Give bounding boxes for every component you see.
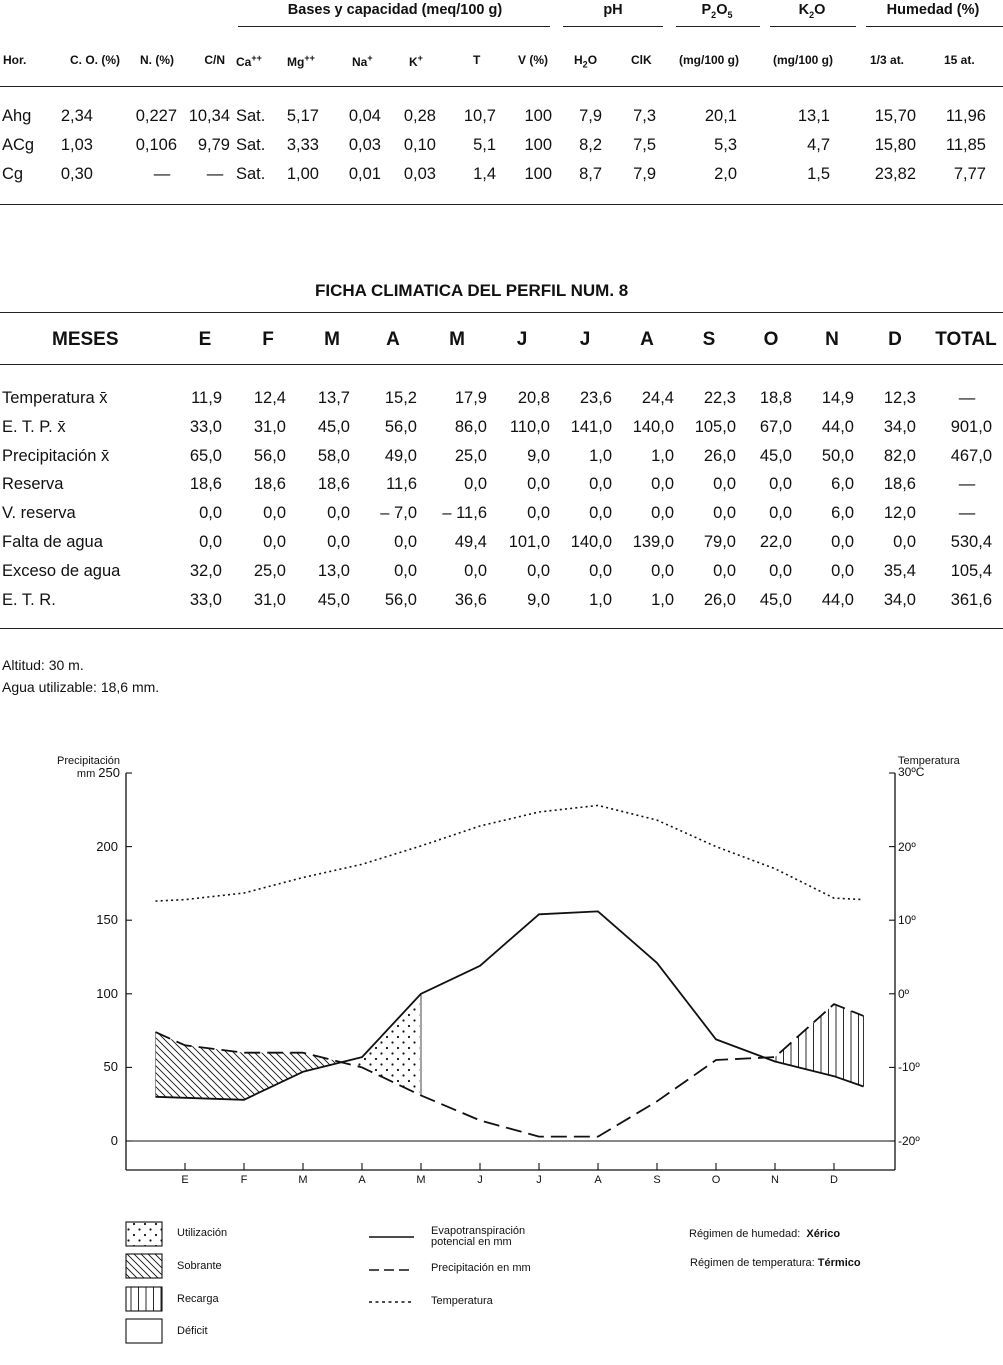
col-co: C. O. (%)	[70, 53, 120, 67]
col-ca: Ca++	[236, 53, 262, 69]
climate-cell: 26,0	[703, 590, 736, 609]
month-header: D	[888, 329, 902, 350]
climate-cell: 0,0	[589, 475, 612, 494]
region-sobrante	[156, 1032, 346, 1100]
left-tick-label: 200	[96, 838, 118, 854]
variable-label: Temperatura x̄	[2, 389, 108, 407]
month-header: J	[579, 329, 591, 350]
col-n: N. (%)	[140, 53, 174, 67]
soil-cell: 11,96	[945, 107, 986, 125]
climate-cell: 22,0	[759, 533, 792, 551]
regimen-humedad: Régimen de humedad: Xérico	[689, 1228, 841, 1240]
col-h2o: $H_2O$	[574, 53, 598, 70]
soil-cell: Sat.	[236, 136, 266, 154]
month-label: N	[771, 1174, 779, 1186]
month-label: J	[536, 1174, 542, 1186]
climate-cell: 56,0	[384, 417, 417, 436]
soil-cell: 2,0	[714, 165, 737, 183]
climate-cell: 110,0	[509, 417, 550, 436]
col-k2o-unit: (mg/100 g)	[773, 53, 834, 67]
soil-cell: 10,7	[463, 107, 496, 125]
climate-cell: —	[958, 389, 976, 407]
month-label: F	[240, 1174, 248, 1186]
climate-cell: 56,0	[384, 590, 417, 609]
soil-cell: 7,5	[633, 136, 656, 154]
climate-cell: 9,0	[527, 446, 550, 465]
soil-cell: 2,34	[60, 107, 93, 125]
climate-cell: 0,0	[769, 561, 792, 580]
climate-cell: 45,0	[759, 446, 792, 465]
left-tick-label: 100	[96, 985, 118, 1001]
month-label: J	[477, 1174, 483, 1186]
series-dashed-line	[156, 1004, 864, 1137]
climate-cell: 0,0	[769, 475, 792, 494]
climate-cell: 1,0	[651, 446, 674, 465]
month-label: A	[594, 1174, 602, 1186]
horizon-label: ACg	[2, 136, 35, 154]
soil-cell: 1,03	[60, 136, 93, 154]
climate-cell: —	[958, 504, 976, 523]
climate-cell: 6,0	[831, 504, 854, 523]
climate-cell: 18,8	[759, 389, 792, 407]
soil-cell: 7,9	[633, 165, 656, 183]
soil-cell: 7,77	[953, 165, 986, 183]
soil-cell: Sat.	[236, 107, 266, 125]
climate-cell: 1,0	[651, 590, 674, 609]
soil-cell: 11,85	[945, 136, 986, 154]
climate-cell: 141,0	[570, 417, 612, 436]
climate-cell: 67,0	[759, 417, 792, 436]
divider	[0, 86, 1003, 87]
soil-cell: 1,4	[473, 165, 496, 183]
climate-cell: 140,0	[632, 417, 674, 436]
climate-cell: 140,0	[570, 533, 612, 551]
left-tick-label: 150	[96, 912, 118, 928]
divider	[0, 204, 1003, 205]
group-header-bases: Bases y capacidad (meq/100 g)	[287, 2, 503, 18]
month-header: J	[516, 329, 528, 350]
month-header: A	[640, 329, 654, 350]
soil-cell: 4,7	[807, 136, 830, 154]
climate-cell: 49,0	[384, 446, 417, 465]
legend-swatch-utilizacion	[126, 1222, 162, 1246]
climate-cell: 45,0	[317, 590, 350, 609]
climate-cell: 11,9	[191, 389, 222, 407]
climate-cell: 20,8	[517, 389, 550, 407]
climate-cell: 101,0	[508, 533, 550, 551]
month-label: M	[416, 1174, 426, 1186]
climate-cell: 17,9	[454, 389, 487, 407]
soil-cell: 7,3	[633, 107, 656, 125]
left-tick-label: 0	[110, 1133, 118, 1148]
climate-cell: 0,0	[464, 475, 487, 494]
climate-cell: 0,0	[527, 561, 550, 580]
legend-swatch-deficit	[126, 1319, 162, 1343]
climate-cell: 49,4	[454, 533, 487, 551]
soil-cell: 1,00	[286, 165, 319, 183]
agua-utilizable-note: Agua utilizable: 18,6 mm.	[2, 679, 160, 695]
legend-sobrante: Sobrante	[177, 1260, 222, 1272]
soil-cell: 23,82	[874, 165, 916, 183]
col-mg: Mg++	[287, 53, 315, 69]
month-header: S	[702, 329, 716, 350]
climate-cell: 105,4	[950, 561, 992, 580]
divider	[238, 26, 550, 27]
climate-cell: 36,6	[454, 590, 487, 609]
legend-swatch-recarga	[126, 1287, 162, 1311]
soil-cell: 5,17	[286, 107, 319, 125]
month-label: M	[298, 1174, 308, 1186]
climate-cell: 1,0	[589, 590, 612, 609]
soil-cell: —	[153, 165, 171, 183]
month-label: D	[830, 1174, 838, 1186]
climate-cell: 34,0	[883, 590, 916, 609]
month-header: M	[324, 329, 340, 350]
group-header-p2o5: $P_2O_5$	[701, 2, 733, 20]
legend-deficit: Déficit	[177, 1325, 208, 1337]
climate-cell: 26,0	[703, 446, 736, 465]
climate-cell: 467,0	[950, 446, 992, 465]
climate-cell: 86,0	[454, 417, 487, 436]
climate-cell: 24,4	[641, 389, 674, 407]
climate-cell: 0,0	[263, 504, 286, 523]
climate-cell: 530,4	[950, 533, 992, 551]
month-label: O	[711, 1174, 721, 1186]
soil-cell: 20,1	[704, 107, 737, 125]
group-header-humedad: Humedad (%)	[886, 2, 980, 18]
climate-cell: 45,0	[759, 590, 792, 609]
series-dotted-line	[156, 805, 864, 901]
climate-cell: 0,0	[394, 561, 417, 580]
horizon-label: Ahg	[2, 107, 32, 125]
climate-cell: 33,0	[189, 417, 222, 436]
col-clk: ClK	[631, 53, 652, 67]
soil-cell: 10,34	[188, 107, 230, 125]
climate-cell: 139,0	[632, 533, 674, 551]
soil-cell: 0,01	[348, 165, 381, 183]
soil-cell: 0,227	[135, 107, 177, 125]
legend-utilizacion: Utilización	[177, 1227, 228, 1239]
climate-cell: 105,0	[694, 417, 736, 436]
climate-cell: 79,0	[703, 533, 736, 551]
climate-cell: 0,0	[327, 533, 350, 551]
right-tick-label: 30ºC	[898, 765, 925, 779]
climate-cell: – 7,0	[380, 504, 417, 523]
col-hor: Hor.	[3, 53, 27, 67]
climate-cell: 0,0	[651, 475, 674, 494]
climate-cell: 25,0	[454, 446, 487, 465]
legend-recarga: Recarga	[177, 1293, 219, 1305]
climate-cell: 14,9	[821, 389, 854, 407]
legend-temperatura: Temperatura	[431, 1295, 493, 1307]
right-axis-label: Temperatura	[898, 755, 960, 767]
climate-cell: 901,0	[950, 417, 992, 436]
left-axis-title	[20, 756, 120, 780]
right-tick-label: 0º	[898, 986, 910, 1001]
climate-cell: 22,3	[703, 389, 736, 407]
climate-cell: —	[958, 475, 976, 494]
climate-cell: 0,0	[769, 504, 792, 523]
soil-cell: 0,03	[348, 136, 381, 154]
right-tick-label: 20º	[898, 839, 916, 854]
climate-cell: 15,2	[384, 389, 417, 407]
climate-cell: 0,0	[651, 561, 674, 580]
soil-cell: 3,33	[286, 136, 319, 154]
soil-cell: 0,30	[60, 165, 93, 183]
divider	[866, 26, 1003, 27]
climate-cell: 12,3	[883, 389, 916, 407]
soil-cell: 0,03	[403, 165, 436, 183]
divider	[0, 364, 1003, 365]
month-label: A	[358, 1174, 366, 1186]
climate-cell: 11,6	[386, 475, 417, 494]
soil-cell: 7,9	[579, 107, 602, 125]
climate-cell: 12,0	[883, 504, 916, 523]
month-header: A	[386, 329, 400, 350]
region-recarga	[757, 1005, 863, 1087]
month-label: E	[181, 1174, 189, 1186]
horizon-label: Cg	[2, 165, 24, 183]
left-tick-label: 50	[103, 1059, 118, 1075]
climate-cell: 0,0	[893, 533, 916, 551]
group-header-ph: pH	[603, 2, 623, 18]
variable-label: Exceso de agua	[2, 561, 121, 580]
altitud-note: Altitud: 30 m.	[2, 657, 84, 673]
climate-cell: 23,6	[579, 389, 612, 407]
climate-cell: 33,0	[189, 590, 222, 609]
soil-cell: Sat.	[236, 165, 266, 183]
month-header: O	[763, 329, 779, 350]
climate-cell: 32,0	[189, 561, 222, 580]
climate-cell: 13,7	[317, 389, 350, 407]
climate-cell: 35,4	[883, 561, 916, 580]
climate-title: FICHA CLIMATICA DEL PERFIL NUM. 8	[315, 281, 629, 300]
climate-cell: 44,0	[821, 590, 854, 609]
soil-cell: 0,28	[403, 107, 436, 125]
soil-cell: 1,5	[807, 165, 830, 183]
climate-cell: 0,0	[263, 533, 286, 551]
climate-cell: 18,6	[883, 475, 916, 494]
divider	[563, 26, 663, 27]
climate-cell: 0,0	[199, 504, 222, 523]
variable-label: Precipitación x̄	[2, 446, 110, 465]
climate-cell: 9,0	[527, 590, 550, 609]
region-utilizacion	[347, 996, 419, 1095]
climate-cell: 25,0	[253, 561, 286, 580]
climate-cell: 0,0	[394, 533, 417, 551]
right-axis-title	[898, 756, 960, 778]
climate-cell: 0,0	[831, 561, 854, 580]
climate-cell: 0,0	[713, 504, 736, 523]
soil-cell: —	[206, 165, 224, 183]
climate-cell: 0,0	[199, 533, 222, 551]
climate-cell: 6,0	[831, 475, 854, 494]
col-k: K+	[409, 53, 423, 69]
climate-cell: 361,6	[950, 590, 992, 609]
month-header: TOTAL	[935, 329, 997, 350]
climate-cell: 0,0	[831, 533, 854, 551]
right-tick-label: -10º	[898, 1060, 920, 1075]
divider	[0, 628, 1003, 629]
climate-cell: 1,0	[589, 446, 612, 465]
climate-cell: 58,0	[317, 446, 350, 465]
soil-cell: 100	[524, 165, 552, 183]
divider	[0, 312, 1003, 313]
soil-cell: 8,2	[579, 136, 602, 154]
climate-cell: 0,0	[589, 561, 612, 580]
month-header: N	[825, 329, 839, 350]
climate-cell: 31,0	[253, 417, 286, 436]
climate-cell: 0,0	[527, 504, 550, 523]
month-header: M	[449, 329, 465, 350]
left-tick-label: 250	[98, 765, 120, 780]
soil-cell: 9,79	[197, 136, 230, 154]
climate-cell: 0,0	[527, 475, 550, 494]
variable-label: Falta de agua	[2, 533, 103, 551]
divider	[676, 26, 760, 27]
legend-etp: Evapotranspiración potencial en mm	[431, 1225, 526, 1248]
climate-cell: 0,0	[589, 504, 612, 523]
climate-cell: 56,0	[253, 446, 286, 465]
col-cn: C/N	[204, 53, 225, 67]
legend-swatch-sobrante	[126, 1254, 162, 1278]
right-tick-label: 10º	[898, 913, 916, 928]
col-v: V (%)	[518, 53, 548, 67]
soil-cell: 5,3	[714, 136, 737, 154]
soil-cell: 15,70	[874, 107, 916, 125]
climate-cell: 18,6	[253, 475, 286, 494]
variable-label: E. T. P. x̄	[2, 417, 66, 436]
variable-label: V. reserva	[2, 504, 76, 523]
climate-cell: 0,0	[327, 504, 350, 523]
climate-cell: 0,0	[651, 504, 674, 523]
col-t: T	[473, 53, 481, 67]
soil-cell: 0,10	[403, 136, 436, 154]
soil-cell: 8,7	[579, 165, 602, 183]
climate-cell: 44,0	[821, 417, 854, 436]
series-solid-line	[156, 911, 864, 1099]
soil-cell: 0,106	[135, 136, 177, 154]
month-header: F	[262, 329, 274, 350]
month-header: E	[198, 329, 212, 350]
climate-cell: 12,4	[253, 389, 286, 407]
left-axis-label: Precipitación	[57, 755, 120, 767]
soil-cell: 13,1	[797, 107, 830, 125]
meses-header: MESES	[52, 329, 119, 350]
soil-cell: 0,04	[348, 107, 381, 125]
soil-cell: 5,1	[473, 136, 496, 154]
col-humedad-15: 15 at.	[944, 53, 975, 67]
month-label: S	[653, 1174, 661, 1186]
climate-cell: 0,0	[464, 561, 487, 580]
climate-cell: 45,0	[317, 417, 350, 436]
regimen-temperatura: Régimen de temperatura: Térmico	[690, 1257, 861, 1269]
soil-cell: 15,80	[874, 136, 916, 154]
right-tick-label: -20º	[898, 1134, 920, 1148]
climate-cell: 50,0	[821, 446, 854, 465]
col-na: Na+	[352, 53, 373, 69]
climate-cell: 18,6	[317, 475, 350, 494]
climate-cell: 34,0	[883, 417, 916, 436]
variable-label: E. T. R.	[2, 590, 56, 609]
climate-cell: 13,0	[317, 561, 350, 580]
climate-cell: 31,0	[253, 590, 286, 609]
variable-label: Reserva	[2, 475, 64, 494]
divider	[770, 26, 856, 27]
climate-cell: 82,0	[883, 446, 916, 465]
col-p2o5-unit: (mg/100 g)	[679, 53, 740, 67]
climate-cell: 65,0	[189, 446, 222, 465]
col-humedad-13: 1/3 at.	[870, 53, 905, 67]
soil-cell: 100	[524, 107, 552, 125]
legend-precipitacion: Precipitación en mm	[431, 1262, 531, 1274]
climate-cell: 0,0	[713, 561, 736, 580]
climate-cell: 18,6	[189, 475, 222, 494]
climate-cell: – 11,6	[442, 504, 487, 523]
soil-cell: 100	[524, 136, 552, 154]
left-axis-unit: mm	[76, 768, 96, 780]
group-header-k2o: $K_2O$	[798, 2, 826, 20]
climate-cell: 0,0	[713, 475, 736, 494]
